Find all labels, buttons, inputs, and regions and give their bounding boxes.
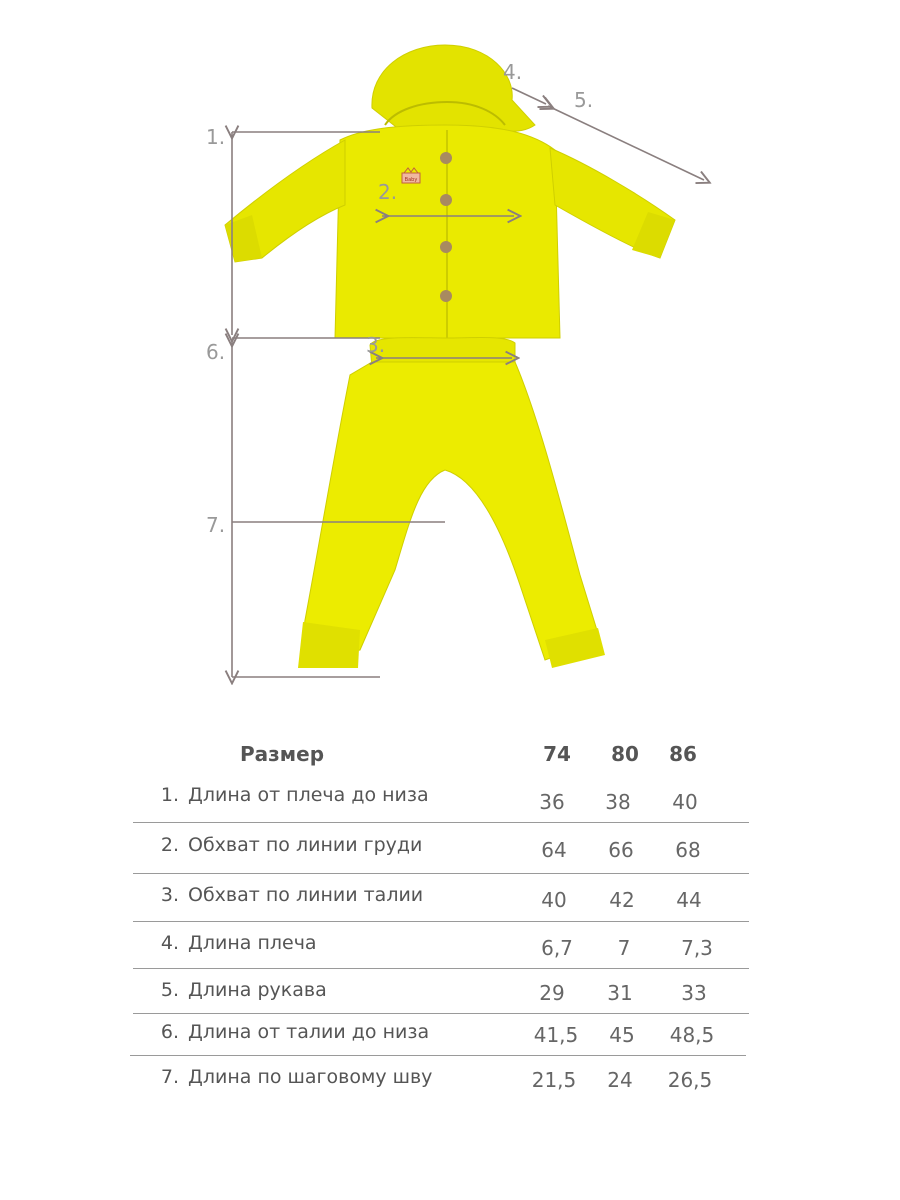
size-header-74: 74 [543, 742, 571, 766]
row-number: 7. [160, 1066, 179, 1088]
table-row [0, 1021, 900, 1069]
size-header-80: 80 [611, 742, 639, 766]
table-row [0, 884, 900, 932]
row-divider [130, 1055, 746, 1056]
row-label: Длина от талии до низа [188, 1021, 430, 1043]
row-value-86: 26,5 [667, 1068, 713, 1092]
row-value-80: 31 [607, 981, 633, 1005]
jacket [225, 45, 675, 338]
row-value-80: 38 [605, 790, 631, 814]
row-value-74: 64 [541, 838, 567, 862]
row-label: Обхват по линии талии [188, 884, 424, 906]
row-value-74: 21,5 [531, 1068, 577, 1092]
table-row [0, 784, 900, 832]
row-value-80: 42 [609, 888, 635, 912]
marker-5: 5. [574, 88, 594, 112]
table-row [0, 932, 900, 980]
row-value-86: 33 [681, 981, 707, 1005]
row-value-80: 66 [608, 838, 634, 862]
row-divider [133, 921, 749, 922]
size-header-86: 86 [669, 742, 697, 766]
marker-1: 1. [206, 125, 226, 149]
row-divider [133, 822, 749, 823]
row-value-74: 40 [541, 888, 567, 912]
row-value-74: 6,7 [541, 936, 573, 960]
row-label: Длина плеча [188, 932, 317, 954]
marker-3: 3. [366, 333, 386, 357]
row-number: 3. [160, 884, 179, 906]
row-value-80: 45 [609, 1023, 635, 1047]
row-value-86: 44 [676, 888, 702, 912]
row-divider [133, 873, 749, 874]
row-value-74: 36 [539, 790, 565, 814]
size-chart-table [0, 720, 900, 1200]
row-divider [133, 968, 749, 969]
row-number: 6. [160, 1021, 179, 1043]
row-number: 2. [160, 834, 179, 856]
marker-4: 4. [503, 60, 523, 84]
marker-2: 2. [378, 180, 398, 204]
row-label: Длина по шаговому шву [188, 1066, 433, 1088]
row-label: Длина от плеча до низа [188, 784, 429, 806]
table-row [0, 834, 900, 882]
pants [298, 337, 605, 668]
row-value-86: 40 [672, 790, 698, 814]
row-number: 5. [160, 979, 179, 1001]
label-tag-text: Baby [404, 177, 418, 183]
row-number: 4. [160, 932, 179, 954]
row-value-80: 24 [607, 1068, 633, 1092]
row-number: 1. [160, 784, 179, 806]
row-value-86: 7,3 [681, 936, 713, 960]
row-label: Длина рукава [188, 979, 327, 1001]
row-value-86: 68 [675, 838, 701, 862]
table-row [0, 979, 900, 1027]
row-divider [133, 1013, 749, 1014]
row-value-86: 48,5 [669, 1023, 715, 1047]
row-value-74: 29 [539, 981, 565, 1005]
row-value-80: 7 [617, 936, 631, 960]
marker-7: 7. [206, 513, 226, 537]
row-value-74: 41,5 [533, 1023, 579, 1047]
marker-6: 6. [206, 340, 226, 364]
size-header-label: Размер [240, 742, 325, 766]
row-label: Обхват по линии груди [188, 834, 423, 856]
table-row [0, 1066, 900, 1114]
